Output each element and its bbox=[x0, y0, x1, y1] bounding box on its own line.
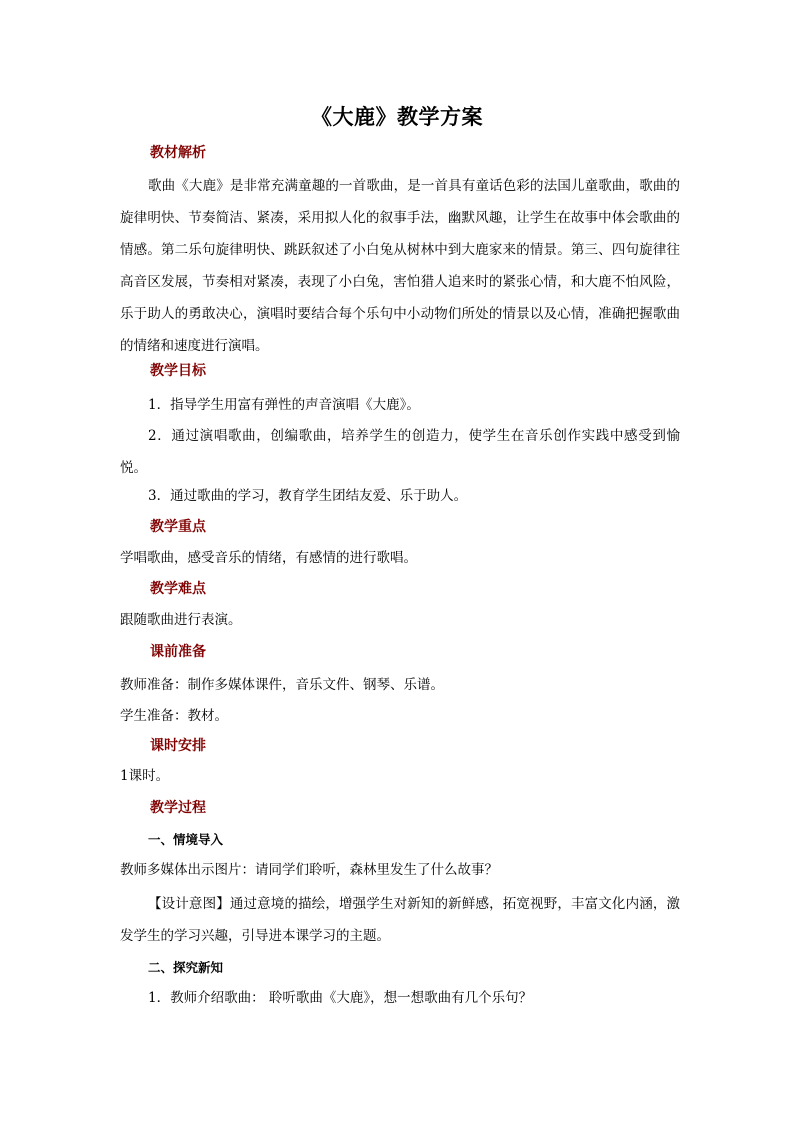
prep-teacher-text: 教师准备：制作多媒体课件，音乐文件、钢琴、乐谱。 bbox=[120, 677, 444, 693]
heading-focus: 教学重点 bbox=[150, 519, 206, 535]
heading-difficulty: 教学难点 bbox=[150, 581, 206, 597]
step1-text: 教师多媒体出示图片：请同学们聆听，森林里发生了什么故事？ bbox=[120, 862, 498, 878]
goal-item-1: 1．指导学生用富有弹性的声音演唱《大鹿》。 bbox=[148, 397, 420, 413]
schedule-text: 1课时。 bbox=[120, 768, 170, 784]
step1-title: 一、情境导入 bbox=[148, 832, 224, 847]
heading-analysis: 教材解析 bbox=[150, 145, 206, 161]
step1-intent: 【设计意图】通过意境的描绘，增强学生对新知的新鲜感，拓宽视野，丰富文化内涵，激发学生的学习兴趣，引导进本课学习的主题。 bbox=[120, 896, 680, 944]
analysis-paragraph: 歌曲《大鹿》是非常充满童趣的一首歌曲，是一首具有童话色彩的法国儿童歌曲，歌曲的旋律明快、节奏简洁、紧凑，采用拟人化的叙事手法，幽默风趣，让学生在故事中体会歌曲的情感。第二乐句旋律明快、跳跃叙述了小白兔从树林中到大鹿家来的情景。第三、四句旋律往高音区发展，节奏相对紧凑，表现了小白兔，害怕猎人追来时的紧张心情，和大鹿不怕风险，乐于助人的勇敢决心，演唱时要结合每个乐句中小动物们所处的情景以及心情，准确把握歌曲的情绪和速度进行演唱。 bbox=[120, 178, 680, 354]
goal-item-2: 2．通过演唱歌曲，创编歌曲，培养学生的创造力，使学生在音乐创作实践中感受到愉悦。 bbox=[120, 428, 680, 476]
difficulty-text: 跟随歌曲进行表演。 bbox=[120, 612, 242, 628]
heading-preparation: 课前准备 bbox=[150, 644, 206, 660]
heading-process: 教学过程 bbox=[150, 800, 206, 816]
prep-student-text: 学生准备：教材。 bbox=[120, 708, 228, 724]
heading-goals: 教学目标 bbox=[150, 363, 206, 379]
document-title: 《大鹿》教学方案 bbox=[311, 105, 483, 129]
step2-item-1: 1．教师介绍歌曲： 聆听歌曲《大鹿》，想一想歌曲有几个乐句？ bbox=[148, 990, 533, 1006]
focus-text: 学唱歌曲，感受音乐的情绪，有感情的进行歌唱。 bbox=[120, 550, 417, 566]
goal-item-3: 3．通过歌曲的学习，教育学生团结友爱、乐于助人。 bbox=[148, 488, 468, 504]
step2-title: 二、探究新知 bbox=[148, 960, 224, 975]
heading-schedule: 课时安排 bbox=[150, 738, 206, 754]
